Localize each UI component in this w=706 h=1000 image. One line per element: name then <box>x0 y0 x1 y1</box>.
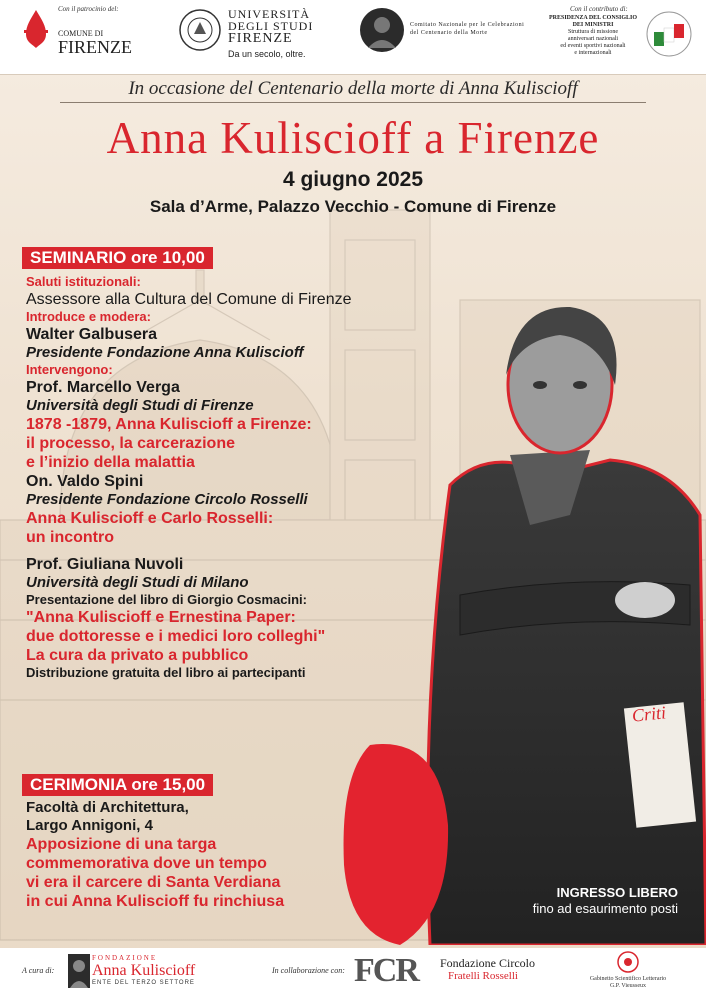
comitato-logo <box>360 8 404 52</box>
introduce-label: Introduce e modera: <box>26 309 151 324</box>
speaker3-topic-line3: La cura da privato a pubblico <box>26 647 249 664</box>
seminario-heading: SEMINARIO ore 10,00 <box>22 247 213 269</box>
speaker1-role: Università degli Studi di Firenze <box>26 397 254 414</box>
univ-line2: DEGLI STUDI <box>228 19 314 33</box>
speaker3-name: Prof. Giuliana Nuvoli <box>26 556 184 573</box>
gabinetto-line1: Gabinetto Scientifico Letterario <box>589 976 667 982</box>
univ-line3: FIRENZE <box>228 31 293 46</box>
cerimonia-desc-line4: in cui Anna Kuliscioff fu rinchiusa <box>26 893 285 910</box>
cerimonia-place-line2: Largo Annigoni, 4 <box>26 817 153 834</box>
speaker1-topic-line2: il processo, la carcerazione <box>26 435 235 452</box>
moderatore-role: Presidente Fondazione Anna Kuliscioff <box>26 344 304 361</box>
header-logos <box>0 0 706 75</box>
cerimonia-section <box>26 799 446 911</box>
presidenza-line2: DEI MINISTRI <box>572 22 614 28</box>
presidenza-line4: anniversari nazionali <box>567 36 619 42</box>
univ-line1: UNIVERSITÀ <box>228 7 310 21</box>
circolo-line2: Fratelli Rosselli <box>448 970 518 982</box>
speaker3-topic-line2: due dottoresse e i medici loro colleghi" <box>26 628 326 645</box>
intervengono-label: Intervengono: <box>26 362 113 377</box>
collab-label: In collaborazione con: <box>272 966 345 975</box>
event-venue: Sala d’Arme, Palazzo Vecchio - Comune di Firenze <box>149 197 557 216</box>
a-cura-label: A cura di: <box>22 966 55 975</box>
speaker2-role: Presidente Fondazione Circolo Rosselli <box>26 491 308 508</box>
comitato-line2: del Centenario della Morte <box>410 30 488 36</box>
photo-paper-text: Criti <box>630 702 667 726</box>
vieusseux-text <box>566 976 690 990</box>
florence-lily-icon <box>20 8 52 50</box>
speaker1-name: Prof. Marcello Verga <box>26 379 180 396</box>
footer-logos <box>0 948 706 1000</box>
fondazione-top: FONDAZIONE <box>92 954 158 962</box>
anna-kuliscioff-photo <box>420 285 706 945</box>
comitato-line1: Comitato Nazionale per le Celebrazioni <box>410 22 525 28</box>
event-date: 4 giugno 2025 <box>282 168 424 191</box>
fcr-logo: FCR <box>354 952 418 989</box>
cerimonia-desc-line2: commemorativa dove un tempo <box>26 855 267 872</box>
circolo-line1: Fondazione Circolo <box>440 956 535 970</box>
saluti-label: Saluti istituzionali: <box>26 274 141 289</box>
divider-top <box>60 102 646 103</box>
saluti-text: Assessore alla Cultura del Comune di Firenze <box>26 291 352 308</box>
vieusseux-icon <box>616 950 640 974</box>
ingresso-libero <box>533 885 678 917</box>
cerimonia-place-line1: Facoltà di Architettura, <box>26 799 189 816</box>
portrait-icon <box>360 8 404 52</box>
intro-line: In occasione del Centenario della morte di Anna Kuliscioff <box>128 78 578 99</box>
speaker3-role: Università degli Studi di Milano <box>26 574 249 591</box>
anniversari-logo <box>646 8 692 60</box>
gabinetto-line2: G.P. Vieusseux <box>609 983 647 989</box>
patrocinio-label: Con il patrocinio del: <box>58 5 119 13</box>
speaker3-topic-line1: "Anna Kuliscioff e Ernestina Paper: <box>26 609 296 626</box>
speaker1-topic-line3: e l’inizio della malattia <box>26 454 195 471</box>
fondazione-sub: ENTE DEL TERZO SETTORE <box>92 980 195 986</box>
speaker2-topic-line1: Anna Kuliscioff e Carlo Rosselli: <box>26 510 274 527</box>
speaker1-topic-line1: 1878 -1879, Anna Kuliscioff a Firenze: <box>26 416 312 433</box>
seminario-section <box>26 274 446 681</box>
presidenza-line3: Struttura di missione <box>568 29 618 35</box>
cerimonia-heading: CERIMONIA ore 15,00 <box>22 774 213 796</box>
cerimonia-desc-line1: Apposizione di una targa <box>26 836 217 853</box>
presidenza-line1: PRESIDENZA DEL CONSIGLIO <box>548 15 638 21</box>
university-seal-icon <box>178 8 222 52</box>
presidenza-line5: ed eventi sportivi nazionali <box>560 43 626 49</box>
comune-small: COMUNE DI <box>58 29 104 38</box>
presidenza-line6: e internazionali <box>574 50 612 56</box>
ingresso-line1: INGRESSO LIBERO <box>556 885 678 900</box>
book-note: Distribuzione gratuita del libro ai partecipanti <box>26 665 306 680</box>
page-title: Anna Kuliscioff a Firenze <box>106 113 600 163</box>
contributo-label: Con il contributo di: <box>570 5 628 13</box>
cerimonia-desc-line3: vi era il carcere di Santa Verdiana <box>26 874 281 891</box>
speaker2-topic-line2: un incontro <box>26 529 114 546</box>
ingresso-line2: fino ad esaurimento posti <box>532 901 678 916</box>
speaker2-name: On. Valdo Spini <box>26 473 144 490</box>
fondazione-name: Anna Kuliscioff <box>92 962 196 979</box>
presidenza-block <box>548 15 638 57</box>
univ-tagline: Da un secolo, oltre. <box>228 49 306 59</box>
comune-big: FIRENZE <box>58 37 132 57</box>
fondazione-portrait-icon <box>68 954 90 988</box>
moderatore-name: Walter Galbusera <box>26 326 158 343</box>
speaker3-presentation: Presentazione del libro di Giorgio Cosmacini: <box>26 592 307 607</box>
